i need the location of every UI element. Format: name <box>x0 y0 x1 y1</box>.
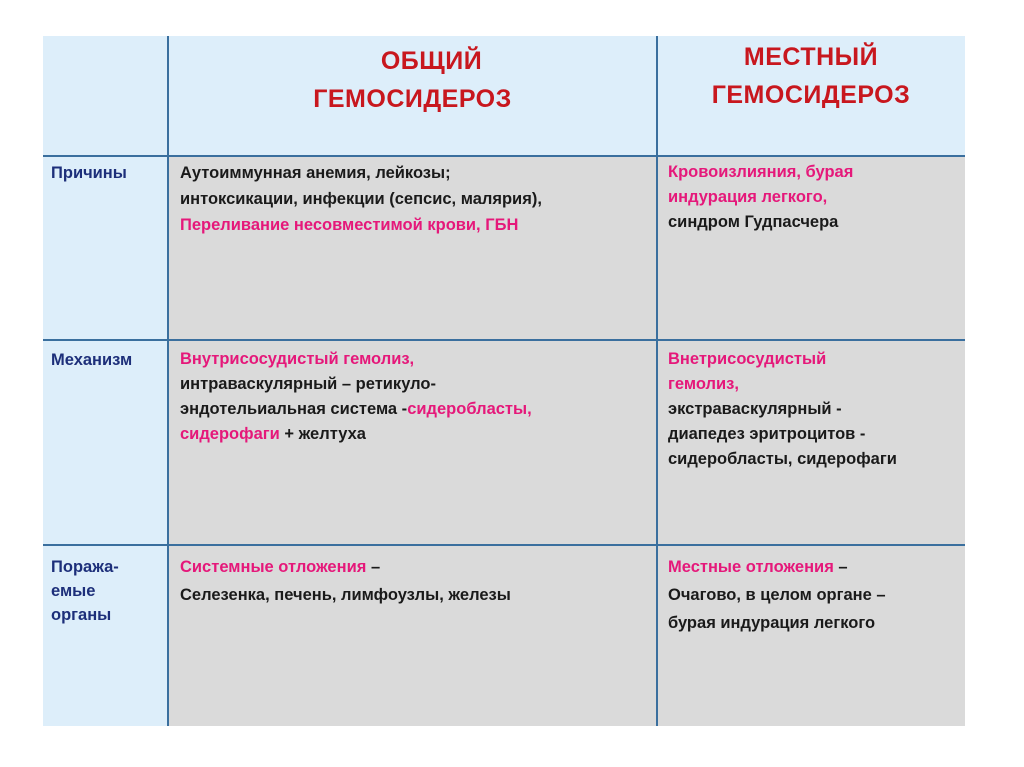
mechanism-general-line4-pink: сидерофаги <box>180 425 280 443</box>
grid-hline-1 <box>43 155 965 157</box>
organs-local-line1-pink: Местные отложения <box>668 558 834 576</box>
mechanism-local-line2: гемолиз, <box>668 375 739 393</box>
causes-local-line2: индурация легкого, <box>668 188 828 206</box>
organs-general-line1-pink: Системные отложения <box>180 558 367 576</box>
grid-hline-2 <box>43 339 965 341</box>
mechanism-general-line4 <box>180 422 657 447</box>
mechanism-local-line4: диапедез эритроцитов - <box>668 425 866 443</box>
row-causes-local <box>657 156 965 340</box>
causes-general-line3: Переливание несовместимой крови, ГБН <box>180 216 519 234</box>
mechanism-general-line2: интраваскулярный – ретикуло- <box>180 375 436 393</box>
grid-hline-3 <box>43 544 965 546</box>
row-mechanism-local <box>657 340 965 545</box>
header-empty-cell <box>43 36 168 156</box>
row-causes-general <box>168 156 657 340</box>
header-local <box>657 36 965 156</box>
mechanism-general-line3-pink: сидеробласты, <box>407 400 532 418</box>
grid-vline-1 <box>167 36 169 726</box>
organs-local-line2: Очагово, в целом органе – <box>668 586 886 604</box>
organs-label-line1: Поража- <box>51 558 119 576</box>
row-organs-local <box>657 545 965 726</box>
mechanism-general-line3 <box>180 397 657 422</box>
causes-general-line2: интоксикации, инфекции (сепсис, малярия), <box>180 190 542 208</box>
organs-general-line2: Селезенка, печень, лимфоузлы, железы <box>180 586 511 604</box>
row-mechanism-general <box>168 340 657 545</box>
causes-local-line3: синдром Гудпасчера <box>668 213 839 231</box>
organs-label-line3: органы <box>51 606 112 624</box>
causes-local-line1: Кровоизлияния, бурая <box>668 163 854 181</box>
mechanism-local-line3: экстраваскулярный - <box>668 400 842 418</box>
organs-general-line1-black: – <box>366 558 381 576</box>
header-local-line1: МЕСТНЫЙ <box>743 43 879 71</box>
organs-label-line2: емые <box>51 582 96 600</box>
row-mechanism-label-cell <box>43 340 168 545</box>
header-general <box>168 36 657 156</box>
mechanism-general-line4-black: + желтуха <box>279 425 366 443</box>
organs-local-line3: бурая индурация легкого <box>668 614 876 632</box>
organs-local-line1-black: – <box>833 558 848 576</box>
grid-vline-2 <box>656 36 658 726</box>
organs-general-line1 <box>180 553 657 581</box>
header-general-line2: ГЕМОСИДЕРОЗ <box>313 85 512 113</box>
mechanism-general-line3-black: эндотельиальная система - <box>180 400 408 418</box>
mechanism-local-line5: сидеробласты, сидерофаги <box>668 450 897 468</box>
comparison-table <box>43 36 965 726</box>
organs-local-line1 <box>668 553 965 581</box>
row-organs-label-cell <box>43 545 168 726</box>
mechanism-general-line1: Внутрисосудистый гемолиз, <box>180 350 415 368</box>
header-local-line2: ГЕМОСИДЕРОЗ <box>711 81 911 109</box>
row-causes-label: Причины <box>51 164 127 182</box>
causes-general-line1: Аутоиммунная анемия, лейкозы; <box>180 164 451 182</box>
header-general-line1: ОБЩИЙ <box>380 47 483 75</box>
mechanism-local-line1: Внетрисосудистый <box>668 350 827 368</box>
row-mechanism-label: Механизм <box>51 351 133 369</box>
row-organs-general <box>168 545 657 726</box>
row-causes-label-cell <box>43 156 168 340</box>
